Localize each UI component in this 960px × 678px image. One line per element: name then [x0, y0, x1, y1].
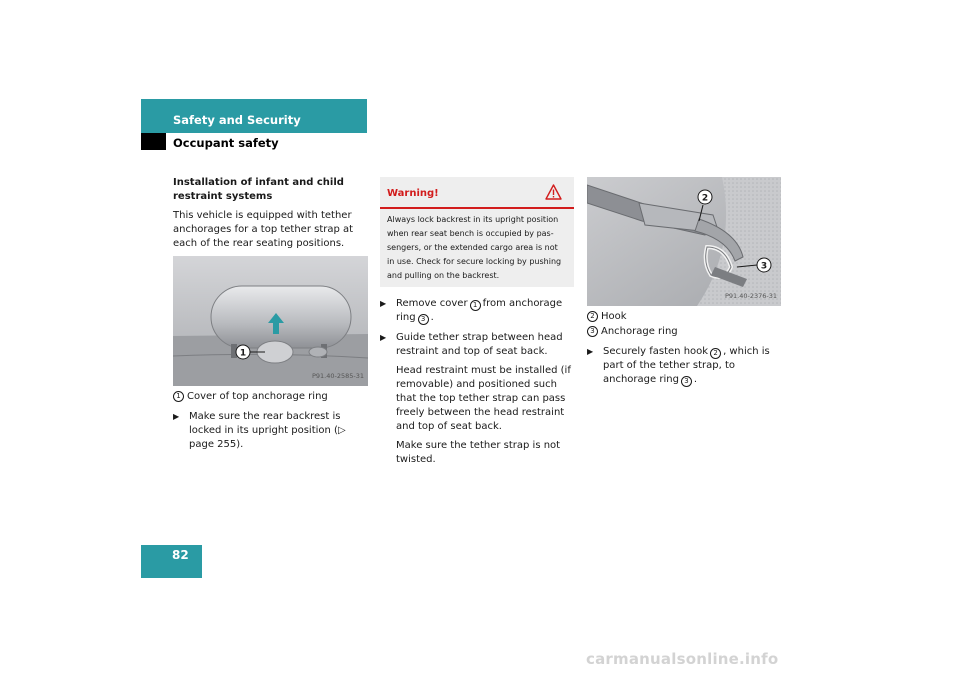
hook-figure: [587, 177, 781, 306]
figure-caption: [587, 310, 781, 324]
callout-number: 2: [710, 348, 721, 359]
instruction-bullet: [173, 410, 368, 452]
warning-triangle-icon: [545, 184, 562, 200]
page-number: 82: [172, 548, 189, 562]
installation-heading: Installation of infant and child restraint systems: [173, 177, 344, 202]
bullet-text: Make sure the rear backrest is locked in its upright position (▷ page 255).: [189, 411, 346, 450]
svg-text:3: 3: [760, 261, 768, 272]
warning-text: Always lock backrest in its upright position when rear seat bench is occupied by pas-sengers, or the extended cargo area is not in use. Check for secure locking by pushing and pulling on the backrest.: [387, 215, 562, 280]
column-middle: [380, 177, 574, 467]
warning-box: [380, 177, 574, 287]
warning-header: [380, 177, 574, 209]
caption-text: Hook: [601, 311, 627, 322]
note-paragraph: Make sure the tether strap is not twisted.: [396, 440, 561, 465]
intro-paragraph: This vehicle is equipped with tether anchorages for a top tether strap at each of the rear seating positions.: [173, 210, 354, 249]
figure-id: P91.40-2376-31: [724, 292, 777, 300]
instruction-bullet: [587, 345, 781, 387]
section-marker: [141, 133, 166, 150]
subsection-title: Occupant safety: [173, 136, 279, 150]
callout-number: 3: [418, 314, 429, 325]
callout-number: 1: [173, 391, 184, 402]
callout-number: 3: [587, 326, 598, 337]
hook-illustration: [587, 177, 781, 306]
note-paragraph: Head restraint must be installed (if removable) and positioned such that the top tether strap can pass freely between the head restraint and top of seat back.: [396, 365, 571, 432]
caption-text: Anchorage ring: [601, 326, 678, 337]
svg-text:2: 2: [701, 193, 709, 204]
callout-number: 3: [681, 376, 692, 387]
bullet-arrow-icon: ▶: [173, 412, 180, 421]
section-title: Safety and Security: [173, 113, 301, 127]
instruction-bullet: [380, 297, 574, 325]
anchorage-cover-figure: [173, 256, 368, 386]
column-right: [587, 177, 781, 387]
bullet-text: Guide tether strap between head restraint and top of seat back.: [396, 332, 563, 357]
watermark: carmanualsonline.info: [586, 650, 779, 668]
bullet-arrow-icon: ▶: [380, 299, 387, 308]
figure-caption: [173, 390, 368, 404]
figure-caption: [587, 325, 781, 339]
bullet-arrow-icon: ▶: [380, 333, 387, 342]
callout-number: 2: [587, 311, 598, 322]
caption-text: Cover of top anchorage ring: [187, 391, 328, 402]
callout-number: 1: [470, 300, 481, 311]
bullet-arrow-icon: ▶: [587, 347, 594, 356]
figure-id: P91.40-2585-31: [311, 372, 364, 380]
anchorage-cover-illustration: [173, 256, 368, 386]
svg-text:1: 1: [239, 348, 247, 359]
bullet-text: Remove cover 1 from anchorage ring 3 .: [396, 298, 563, 323]
column-left: [173, 176, 368, 452]
bullet-text: Securely fasten hook 2 , which is part of the tether strap, to anchorage ring 3 .: [603, 346, 770, 385]
warning-title: Warning!: [387, 188, 439, 199]
instruction-bullet: [380, 331, 574, 359]
